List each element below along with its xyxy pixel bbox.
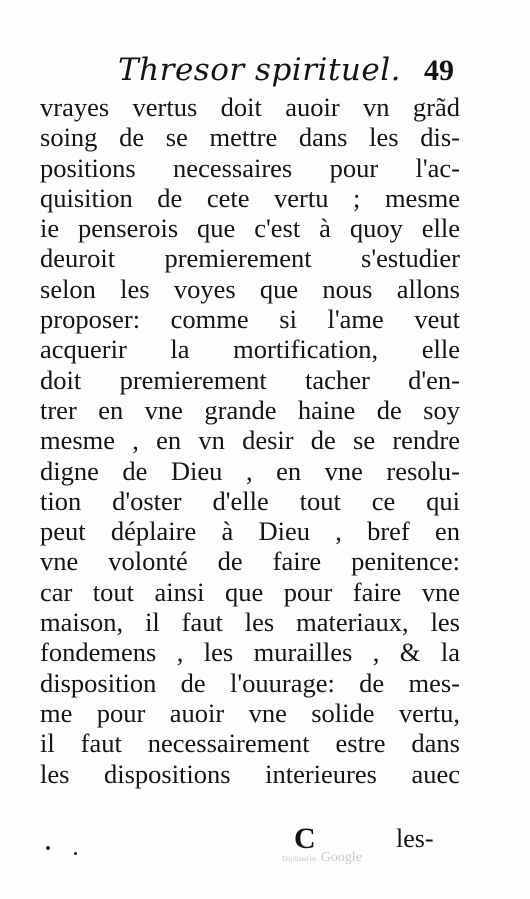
text-line: vrayes vertus doit auoir vn grãd: [40, 92, 460, 122]
text-line: doit premierement tacher d'en-: [40, 364, 460, 395]
running-title: Thresor spirituel.: [118, 52, 401, 88]
text-line: car tout ainsi que pour faire vne: [40, 576, 460, 607]
text-line: soing de se mettre dans les dis-: [40, 122, 460, 153]
text-line: les dispositions interieures auec: [40, 758, 460, 789]
text-line: disposition de l'ouurage: de mes-: [40, 667, 460, 698]
text-line: positions necessaires pour l'ac-: [40, 152, 460, 183]
catchword: les-: [396, 824, 434, 853]
text-line: vne volonté de faire penitence:: [40, 546, 460, 577]
body-text: [40, 92, 460, 789]
page-number: 49: [424, 54, 454, 87]
watermark-prefix: Digitized by: [282, 855, 317, 863]
text-line: proposer: comme si l'ame veut: [40, 304, 460, 335]
text-line: digne de Dieu , en vne resolu-: [40, 455, 460, 486]
page-header: [60, 52, 480, 96]
text-line: deuroit premierement s'estudier: [40, 243, 460, 274]
text-line: tion d'oster d'elle tout ce qui: [40, 485, 460, 516]
text-line: trer en vne grande haine de soy: [40, 394, 460, 425]
text-line: me pour auoir vne solide vertu,: [40, 697, 460, 728]
text-line: peut déplaire à Dieu , bref en: [40, 516, 460, 547]
signature-mark: C: [294, 822, 316, 855]
text-line: il faut necessairement estre dans: [40, 728, 460, 759]
digitization-watermark: [282, 850, 362, 866]
text-line: selon les voyes que nous allons: [40, 273, 460, 304]
text-line: quisition de cete vertu ; mesme: [40, 182, 460, 213]
text-line: acquerir la mortification, elle: [40, 334, 460, 365]
ink-speck: [74, 852, 77, 855]
text-line: fondemens , les murailles , & la: [40, 637, 460, 668]
text-line: mesme , en vn desir de se rendre: [40, 425, 460, 456]
ink-speck: [46, 846, 50, 850]
text-line: ie penserois que c'est à quoy elle: [40, 213, 460, 244]
watermark-text: Google: [320, 850, 363, 865]
text-line: maison, il faut les materiaux, les: [40, 607, 460, 638]
